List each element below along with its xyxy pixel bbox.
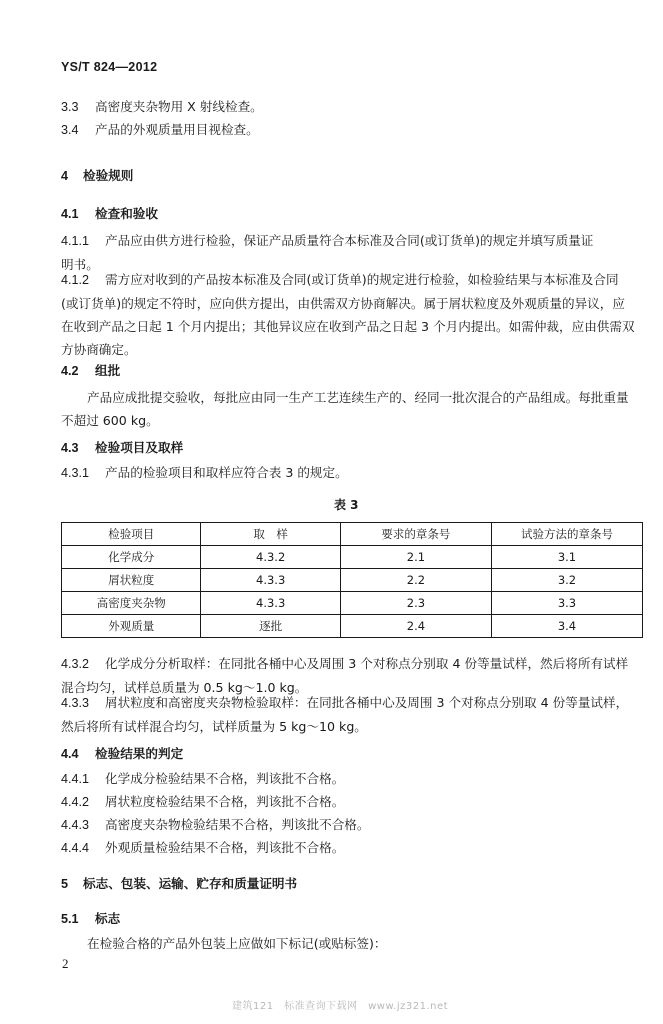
table-cell: 3.3 xyxy=(491,592,642,615)
table-header-cell: 试验方法的章条号 xyxy=(491,523,642,546)
table-row xyxy=(62,592,643,615)
table-cell: 3.4 xyxy=(491,615,642,638)
table-cell: 3.1 xyxy=(491,546,642,569)
section-4-4-heading: 4.4 检验结果的判定 xyxy=(61,746,184,761)
clause-4-1-1: 4.1.1 产品应由供方进行检验，保证产品质量符合本标准及合同(或订货单)的规定并填写质量证 明书。 xyxy=(61,233,594,272)
table-3 xyxy=(61,522,643,638)
table-cell: 2.1 xyxy=(340,546,491,569)
table-cell: 2.4 xyxy=(340,615,491,638)
section-4-3-heading: 4.3 检验项目及取样 xyxy=(61,440,184,455)
table-cell: 2.3 xyxy=(340,592,491,615)
clause-4-4-3: 4.4.3 高密度夹杂物检验结果不合格，判该批不合格。 xyxy=(61,817,370,832)
footer-watermark: 建筑121 标准查询下载网 www.jz321.net xyxy=(232,1001,449,1012)
clause-4-3-3: 4.3.3 屑状粒度和高密度夹杂物检验取样：在同批各桶中心及周围 3 个对称点分别取 4 份等量试样， 然后将所有试样混合均匀，试样质量为 5 kg～10 kg。 xyxy=(61,695,629,734)
table-title: 表 3 xyxy=(334,498,359,512)
table-row xyxy=(62,615,643,638)
section-4-1-heading: 4.1 检查和验收 xyxy=(61,206,158,221)
table-header-cell: 检验项目 xyxy=(62,523,201,546)
clause-4-3-2: 4.3.2 化学成分分析取样：在同批各桶中心及周围 3 个对称点分别取 4 份等量试样，然后将所有试样 混合均匀，试样总质量为 0.5 kg～1.0 kg。 xyxy=(61,656,629,695)
clause-4-1-2: 4.1.2 需方应对收到的产品按本标准及合同(或订货单)的规定进行检验，如检验结果与本标准及合同 (或订货单)的规定不符时，应向供方提出，由供需双方协商解决。属于屑状粒度及外观质量的异议，应 在收到产品之日起 1 个月内提出；其他异议应在收到产品之日起 3 个月内提出。如需仲裁，应由供需双 方协商确定。 xyxy=(61,272,635,357)
clause-4-4-1: 4.4.1 化学成分检验结果不合格，判该批不合格。 xyxy=(61,771,345,786)
table-header-cell: 取 样 xyxy=(201,523,340,546)
table-cell: 化学成分 xyxy=(62,546,201,569)
table-cell: 高密度夹杂物 xyxy=(62,592,201,615)
clause-4-3-1: 4.3.1 产品的检验项目和取样应符合表 3 的规定。 xyxy=(61,465,348,480)
clause-4-4-2: 4.4.2 屑状粒度检验结果不合格，判该批不合格。 xyxy=(61,794,345,809)
table-cell: 屑状粒度 xyxy=(62,569,201,592)
table-row xyxy=(62,546,643,569)
clause-5-1-body: 在检验合格的产品外包装上应做如下标记(或贴标签)： xyxy=(87,936,387,951)
clause-3-3: 3.3 高密度夹杂物用 X 射线检查。 xyxy=(61,99,263,114)
clause-4-2-body: 产品应成批提交验收，每批应由同一生产工艺连续生产的、经同一批次混合的产品组成。每批重量 不超过 600 kg。 xyxy=(61,390,629,428)
table-cell: 4.3.3 xyxy=(201,569,340,592)
table-row xyxy=(62,569,643,592)
table-header-cell: 要求的章条号 xyxy=(340,523,491,546)
table-cell: 3.2 xyxy=(491,569,642,592)
table-cell: 4.3.2 xyxy=(201,546,340,569)
table-cell: 4.3.3 xyxy=(201,592,340,615)
page-number: 2 xyxy=(62,956,69,971)
standard-code: YS/T 824—2012 xyxy=(61,60,158,74)
section-5-1-heading: 5.1 标志 xyxy=(61,911,121,926)
table-header-row xyxy=(62,523,643,546)
section-4-heading: 4 检验规则 xyxy=(61,168,134,183)
clause-3-4: 3.4 产品的外观质量用目视检查。 xyxy=(61,122,259,137)
table-cell: 逐批 xyxy=(201,615,340,638)
section-4-2-heading: 4.2 组批 xyxy=(61,363,121,378)
table-cell: 2.2 xyxy=(340,569,491,592)
table-cell: 外观质量 xyxy=(62,615,201,638)
clause-4-4-4: 4.4.4 外观质量检验结果不合格，判该批不合格。 xyxy=(61,840,345,855)
section-5-heading: 5 标志、包装、运输、贮存和质量证明书 xyxy=(61,876,298,891)
